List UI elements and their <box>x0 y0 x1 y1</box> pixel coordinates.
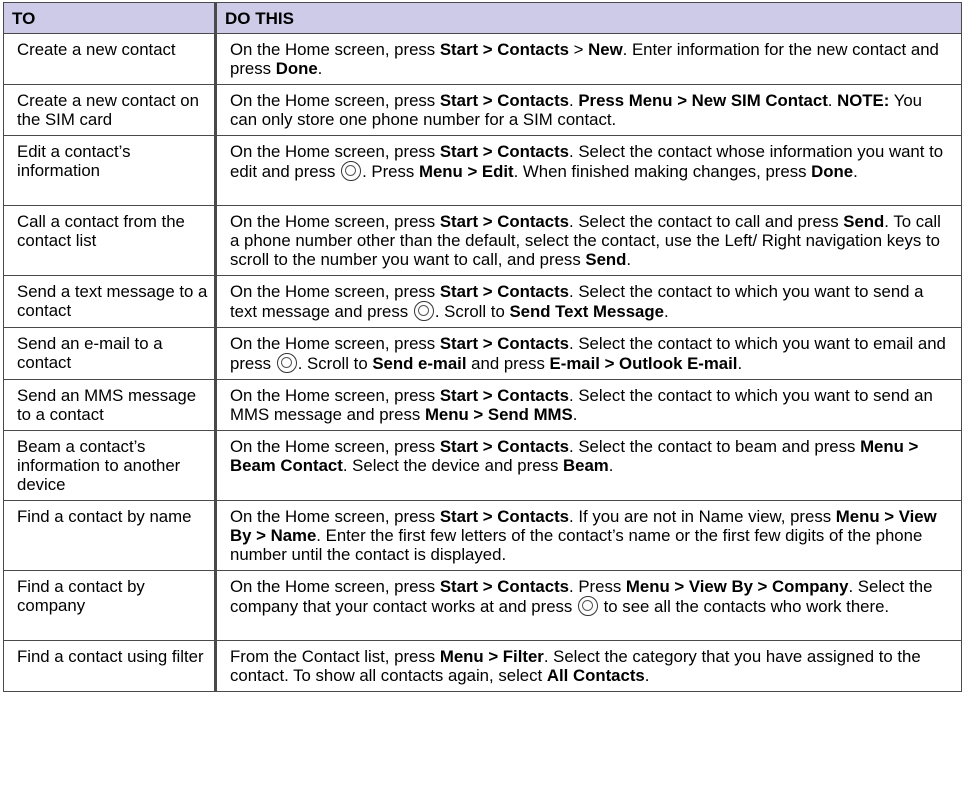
table-row <box>4 206 962 276</box>
instruction-text: . <box>626 250 632 269</box>
instruction-cell <box>216 501 962 571</box>
bold-command-text: Menu > View By > Name <box>230 507 942 545</box>
task-cell: Find a contact by company <box>4 571 216 641</box>
instruction-text: On the Home screen, press <box>230 577 440 596</box>
table-header-row <box>4 3 962 34</box>
instruction-text: . To call a phone number other than the default, select the contact, use the Left/ Right navigation keys to scroll to the number you want to call, and press <box>230 212 946 269</box>
instruction-text: . Press <box>362 162 419 181</box>
bold-command-text: Start > Contacts <box>439 142 570 161</box>
bold-command-text: Start > Contacts <box>439 437 570 456</box>
instruction-text: . <box>569 91 579 110</box>
instruction-cell <box>216 206 962 276</box>
instruction-cell <box>216 328 962 380</box>
bold-command-text: E-mail > Outlook E-mail <box>549 354 738 373</box>
instruction-text: You can only store one phone number for a SIM contact. <box>230 91 927 129</box>
task-cell: Beam a contact’s information to another device <box>4 431 216 501</box>
instruction-text: . Select the contact to beam and press <box>569 437 861 456</box>
instruction-text: . Press <box>569 577 626 596</box>
bold-command-text: Send <box>585 250 627 269</box>
column-header-do-this: DO THIS <box>216 3 962 34</box>
bold-command-text: Start > Contacts <box>439 577 570 596</box>
instruction-text: . Scroll to <box>434 302 510 321</box>
instruction-text: . Select the device and press <box>342 456 563 475</box>
table-row <box>4 328 962 380</box>
instruction-text: . When finished making changes, press <box>513 162 812 181</box>
instruction-text: . Select the contact to which you want to send a text message and press <box>230 282 929 321</box>
instruction-text: . Scroll to <box>297 354 373 373</box>
task-cell: Create a new contact on the SIM card <box>4 85 216 136</box>
task-cell: Send an e-mail to a contact <box>4 328 216 380</box>
table-row <box>4 136 962 206</box>
instruction-text: . Select the contact whose information you want to edit and press <box>230 142 948 181</box>
instruction-text: . <box>572 405 578 424</box>
instruction-text: and press <box>466 354 550 373</box>
instruction-text: On the Home screen, press <box>230 212 440 231</box>
instruction-text: . <box>608 456 614 475</box>
bold-command-text: Menu > Beam Contact <box>230 437 924 475</box>
instruction-cell <box>216 276 962 328</box>
instruction-text: . Enter the first few letters of the contact’s name or the first few digits of the phone number until the contact is displayed. <box>230 526 927 564</box>
bold-command-text: Start > Contacts <box>439 212 570 231</box>
bold-command-text: Menu > Edit <box>418 162 514 181</box>
bold-command-text: Send e-mail <box>372 354 467 373</box>
task-cell: Find a contact by name <box>4 501 216 571</box>
task-cell: Find a contact using filter <box>4 641 216 692</box>
instruction-cell <box>216 641 962 692</box>
bold-command-text: Start > Contacts <box>439 282 570 301</box>
table-row <box>4 380 962 431</box>
instruction-cell <box>216 431 962 501</box>
action-key-icon <box>414 301 434 321</box>
instruction-text: . <box>317 59 323 78</box>
bold-command-text: Send <box>843 212 885 231</box>
instruction-cell <box>216 571 962 641</box>
task-cell: Edit a contact’s information <box>4 136 216 206</box>
instruction-text: On the Home screen, press <box>230 91 440 110</box>
instruction-cell <box>216 34 962 85</box>
bold-command-text: New <box>588 40 623 59</box>
bold-command-text: All Contacts <box>546 666 645 685</box>
table-row <box>4 501 962 571</box>
instruction-text: . Select the company that your contact works at and press <box>230 577 938 616</box>
task-cell: Call a contact from the contact list <box>4 206 216 276</box>
instruction-text: On the Home screen, press <box>230 142 440 161</box>
action-key-icon <box>341 161 361 181</box>
bold-command-text: Done <box>275 59 318 78</box>
bold-command-text: Start > Contacts <box>439 91 570 110</box>
bold-command-text: NOTE: <box>837 91 890 110</box>
task-cell: Send an MMS message to a contact <box>4 380 216 431</box>
instruction-cell <box>216 380 962 431</box>
bold-command-text: Done <box>811 162 854 181</box>
instruction-text: On the Home screen, press <box>230 40 440 59</box>
instruction-text: . Select the contact to which you want to email and press <box>230 334 951 373</box>
instruction-text: From the Contact list, press <box>230 647 440 666</box>
instruction-text: . <box>853 162 858 181</box>
task-cell: Create a new contact <box>4 34 216 85</box>
instruction-text: . <box>827 91 838 110</box>
bold-command-text: Menu > View By > Company <box>625 577 849 596</box>
instruction-text: . <box>644 666 650 685</box>
instruction-text: On the Home screen, press <box>230 437 440 456</box>
bold-command-text: Send Text Message <box>509 302 664 321</box>
instruction-text: . Select the contact to which you want to send an MMS message and press <box>230 386 938 424</box>
instruction-cell <box>216 85 962 136</box>
bold-command-text: Start > Contacts <box>439 40 570 59</box>
table-row <box>4 85 962 136</box>
instruction-text: . If you are not in Name view, press <box>569 507 836 526</box>
instruction-text: to see all the contacts who work there. <box>598 597 890 616</box>
task-cell: Send a text message to a contact <box>4 276 216 328</box>
table-row <box>4 641 962 692</box>
instruction-text: . Select the contact to call and press <box>569 212 844 231</box>
instruction-cell <box>216 136 962 206</box>
bold-command-text: Start > Contacts <box>439 386 570 405</box>
table-row <box>4 34 962 85</box>
table-row <box>4 431 962 501</box>
instruction-text: . Select the category that you have assigned to the contact. To show all contacts again, select <box>230 647 926 685</box>
action-key-icon <box>578 596 598 616</box>
table-row <box>4 276 962 328</box>
bold-command-text: Press Menu > New SIM Contact <box>578 91 828 110</box>
bold-command-text: Start > Contacts <box>439 507 570 526</box>
instruction-text: . <box>663 302 669 321</box>
instruction-text: > <box>569 40 589 59</box>
instruction-text: On the Home screen, press <box>230 334 440 353</box>
action-key-icon <box>277 353 297 373</box>
instruction-text: On the Home screen, press <box>230 507 440 526</box>
instruction-text: . Enter information for the new contact and press <box>230 40 944 78</box>
bold-command-text: Menu > Send MMS <box>424 405 573 424</box>
bold-command-text: Menu > Filter <box>439 647 544 666</box>
bold-command-text: Beam <box>563 456 609 475</box>
bold-command-text: Start > Contacts <box>439 334 570 353</box>
instruction-text: . <box>737 354 743 373</box>
contacts-how-to-table <box>3 2 962 692</box>
table-row <box>4 571 962 641</box>
column-header-to: TO <box>4 3 216 34</box>
instruction-text: On the Home screen, press <box>230 282 440 301</box>
instruction-text: On the Home screen, press <box>230 386 440 405</box>
